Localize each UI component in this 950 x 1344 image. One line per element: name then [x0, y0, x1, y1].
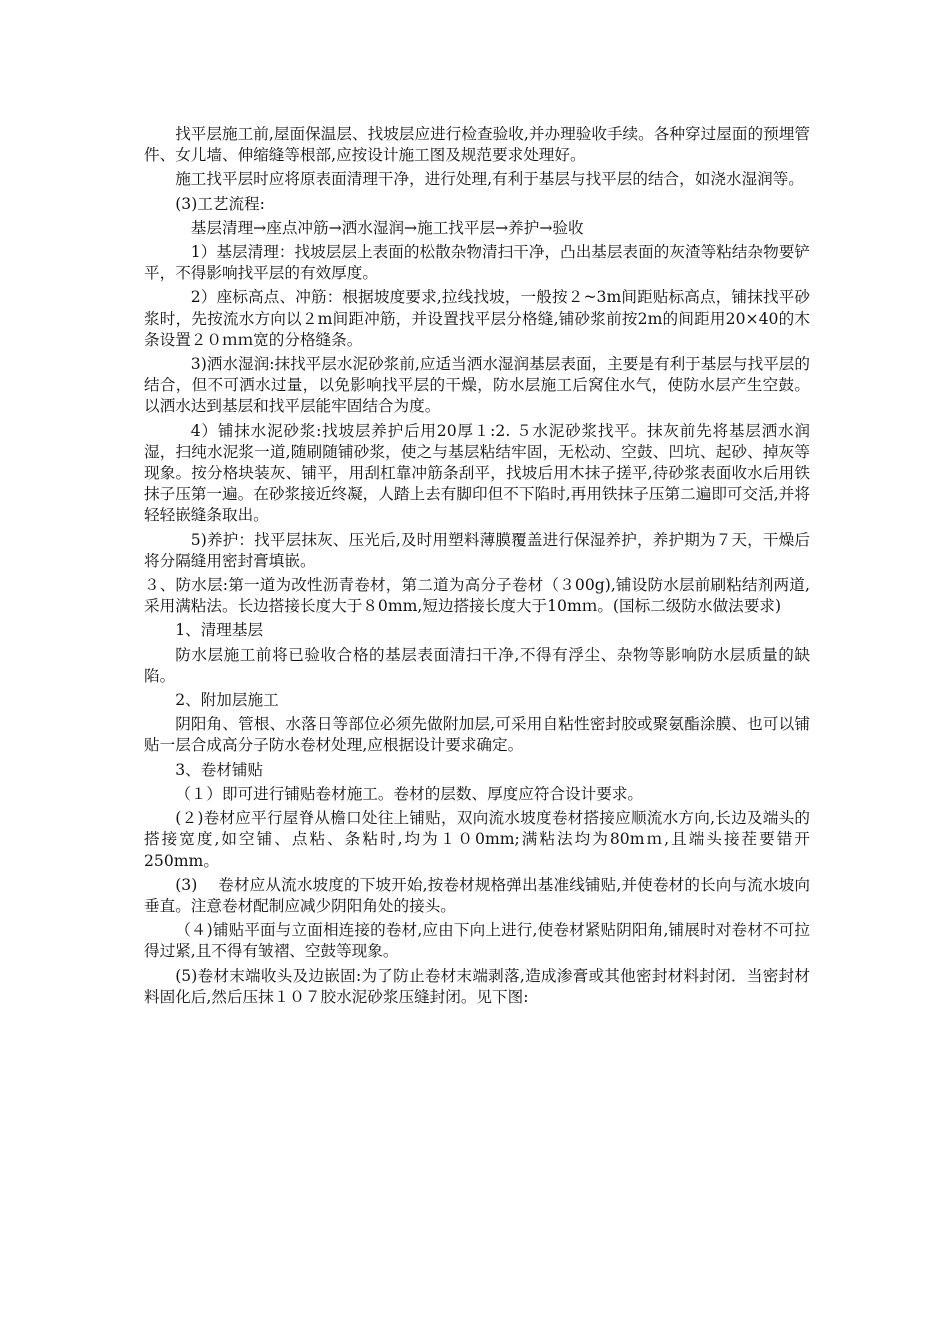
- section-heading: 3、卷材铺贴: [175, 760, 264, 779]
- section-heading: 1、清理基层: [175, 621, 264, 640]
- paragraph: （１）即可进行铺贴卷材施工。卷材的层数、厚度应符合设计要求。: [175, 784, 644, 803]
- paragraph: 阴阳角、管根、水落日等部位必须先做附加层,可采用自粘性密封胶或聚氨酯涂膜、也可以铺贴一层合成高分子防水卷材处理,应根据设计要求确定。: [144, 715, 810, 755]
- paragraph: (5)卷材末端收头及边嵌固:为了防止卷材末端剥落,造成渗膏或其他密封材料封闭．当密封材料固化后,然后压抹１０７胶水泥砂浆压缝封闭。见下图:: [144, 966, 810, 1006]
- paragraph: 找平层施工前,屋面保温层、找坡层应进行检查验收,并办理验收手续。各种穿过屋面的预埋管件、女儿墙、伸缩缝等根部,应按设计施工图及规范要求处理好。: [144, 125, 810, 165]
- paragraph: (3) 卷材应从流水坡度的下坡开始,按卷材规格弹出基准线铺贴,并使卷材的长向与流水坡向垂直。注意卷材配制应减少阴阳角处的接头。: [144, 875, 810, 915]
- paragraph: 5)养护：找平层抹灰、压光后,及时用塑料薄膜覆盖进行保湿养护，养护期为７天，干燥后将分隔缝用密封膏填嵌。: [144, 530, 810, 570]
- paragraph: 防水层施工前将已验收合格的基层表面清扫干净,不得有浮尘、杂物等影响防水层质量的缺陷。: [144, 645, 810, 685]
- paragraph: 3)洒水湿润:抹找平层水泥砂浆前,应适当洒水湿润基层表面，主要是有利于基层与找平层的结合，但不可洒水过量，以免影响找平层的干燥，防水层施工后窝住水气，使防水层产生空鼓。以洒水达到基层和找平层能牢固结合为度。: [144, 355, 810, 416]
- process-flow: 基层清理→座点冲筋→洒水湿润→施工找平层→养护→验收: [190, 218, 584, 237]
- section-heading: (3)工艺流程:: [175, 194, 265, 213]
- paragraph: 1）基层清理：找坡层层上表面的松散杂物清扫干净，凸出基层表面的灰渣等粘结杂物要铲平，不得影响找平层的有效厚度。: [144, 243, 810, 283]
- paragraph: 4）铺抹水泥砂浆:找坡层养护后用20厚１:2. ５水泥砂浆找平。抹灰前先将基层洒水润湿，扫纯水泥浆一道,随刷随铺砂浆，使之与基层粘结牢固，无松动、空鼓、凹坑、起砂、掉灰等现象。按分格块装灰、铺平，用刮杠靠冲筋条刮平，找坡后用木抹子搓平,待砂浆表面收水后用铁抹子压第一遍。在砂浆接近终凝，人踏上去有脚印但不下陷时,再用铁抹子压第二遍即可交活,并将轻轻嵌缝条取出。: [144, 421, 810, 525]
- paragraph: ３、防水层:第一道为改性沥青卷材，第二道为高分子卷材（３00g),铺设防水层前刷粘结剂两道,采用满粘法。长边搭接长度大于８0mm,短边搭接长度大于10mｍ。(国标二级防水做法要求): [144, 576, 810, 616]
- body-text: [144, 124, 810, 1011]
- section-heading: 2、附加层施工: [175, 691, 279, 710]
- paragraph: （４)铺贴平面与立面相连接的卷材,应由下向上进行,使卷材紧贴阴阳角,铺展时对卷材不可拉得过紧,且不得有皱褶、空鼓等现象。: [144, 921, 810, 961]
- paragraph: (２)卷材应平行屋脊从檐口处往上铺贴，双向流水坡度卷材搭接应顺流水方向,长边及端头的搭接宽度,如空铺、点粘、条粘时,均为１０0mm;满粘法均为80mｍ,且端头接茬要错开250mm。: [144, 809, 810, 870]
- paragraph: 施工找平层时应将原表面清理干净，进行处理,有利于基层与找平层的结合，如浇水湿润等。: [175, 170, 804, 189]
- paragraph: 2）座标高点、冲筋：根据坡度要求,拉线找坡，一般按２~3m间距贴标高点，铺抹找平砂浆时，先按流水方向以２m间距冲筋，并设置找平层分格缝,铺砂浆前按2m的间距用20×40的木条设置２０ｍｍ宽的分格缝条。: [144, 288, 810, 349]
